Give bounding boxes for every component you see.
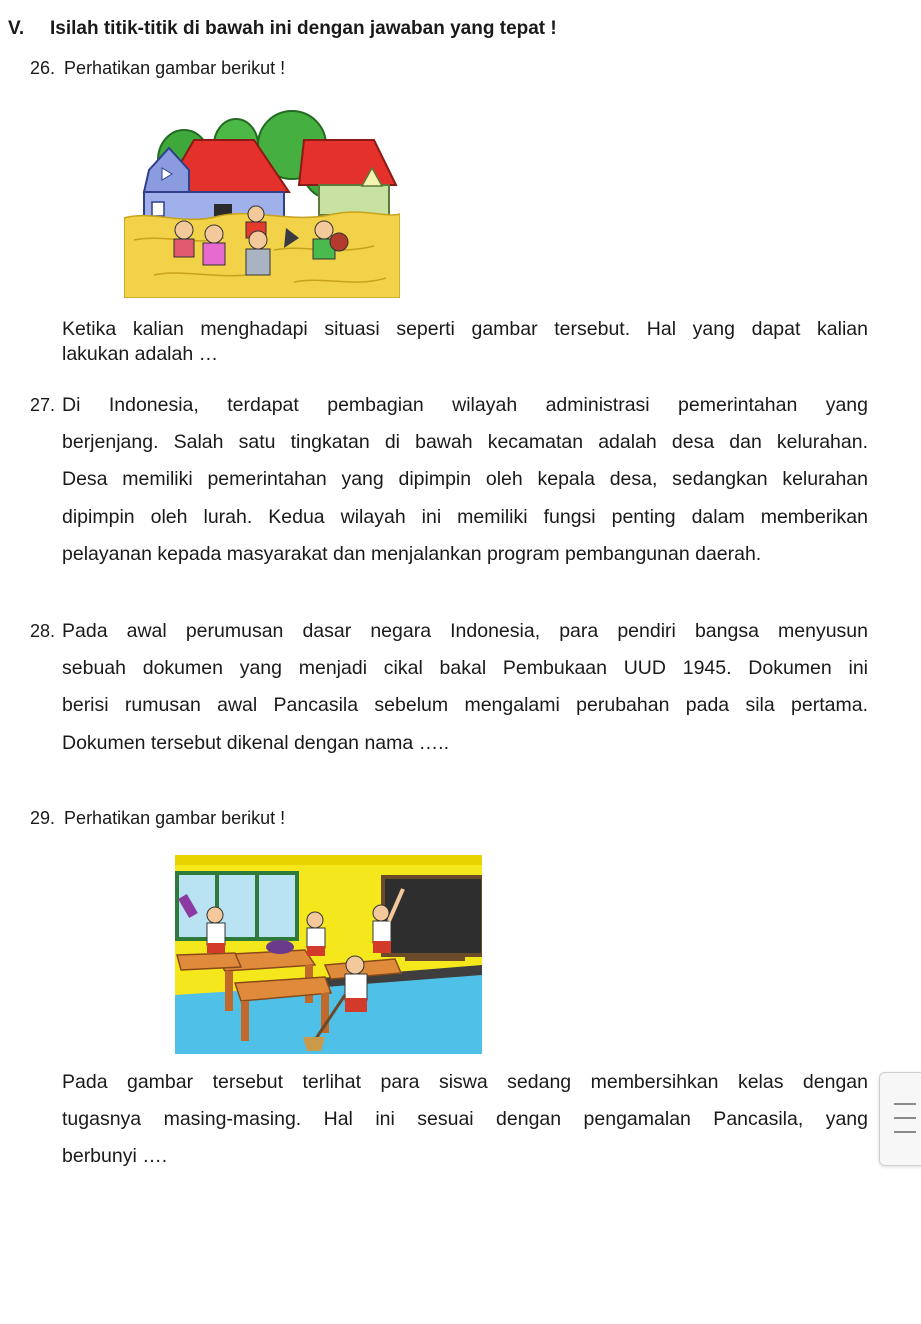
question-26-line-2: lakukan adalah …: [62, 343, 219, 365]
question-26-number: 26.: [30, 58, 56, 78]
question-29-line-1: Pada gambar tersebut terlihat para siswa sedang membersihkan kelas dengan: [62, 1071, 868, 1093]
question-26-prompt: [30, 58, 285, 79]
question-29-prompt: [30, 808, 285, 829]
question-27-line-4: dipimpin oleh lurah. Kedua wilayah ini memiliki fungsi penting dalam memberikan: [62, 506, 868, 528]
classroom-illustration: [175, 855, 482, 1054]
menu-handle-button[interactable]: [879, 1072, 921, 1166]
question-29-prompt-text: Perhatikan gambar berikut !: [64, 808, 286, 828]
question-27-line-2: berjenjang. Salah satu tingkatan di bawah kecamatan adalah desa dan kelurahan.: [62, 431, 868, 453]
question-29-line-3: berbunyi ….: [62, 1145, 168, 1167]
question-27-line-3: Desa memiliki pemerintahan yang dipimpin oleh kepala desa, sedangkan kelurahan: [62, 468, 868, 490]
section-title: Isilah titik-titik di bawah ini dengan jawaban yang tepat !: [50, 18, 557, 39]
question-28-line-4: Dokumen tersebut dikenal dengan nama …..: [62, 732, 449, 754]
question-28-line-3: berisi rumusan awal Pancasila sebelum mengalami perubahan pada sila pertama.: [62, 694, 868, 716]
question-26-line-1: Ketika kalian menghadapi situasi seperti gambar tersebut. Hal yang dapat kalian: [62, 318, 868, 340]
section-numeral: V.: [8, 18, 25, 39]
question-29-number: 29.: [30, 808, 56, 828]
question-28-line-1: Pada awal perumusan dasar negara Indonesia, para pendiri bangsa menyusun: [62, 620, 868, 642]
flood-scene-svg: [124, 100, 400, 298]
question-28-line-2: sebuah dokumen yang menjadi cikal bakal Pembukaan UUD 1945. Dokumen ini: [62, 657, 868, 679]
question-29-line-2: tugasnya masing-masing. Hal ini sesuai dengan pengamalan Pancasila, yang: [62, 1108, 868, 1130]
question-28-number: 28.: [30, 621, 56, 641]
question-27-number: 27.: [30, 395, 56, 415]
question-27-line-1: Di Indonesia, terdapat pembagian wilayah administrasi pemerintahan yang: [62, 394, 868, 416]
menu-icon-bar-bottom: [894, 1131, 916, 1133]
flood-illustration: [124, 100, 400, 298]
menu-icon-bar-middle: [894, 1117, 916, 1119]
question-27-line-5: pelayanan kepada masyarakat dan menjalankan program pembangunan daerah.: [62, 543, 762, 565]
classroom-scene-svg: [175, 855, 482, 1054]
section-heading: [8, 18, 557, 40]
question-26-prompt-text: Perhatikan gambar berikut !: [64, 58, 286, 78]
menu-icon-bar-top: [894, 1103, 916, 1105]
